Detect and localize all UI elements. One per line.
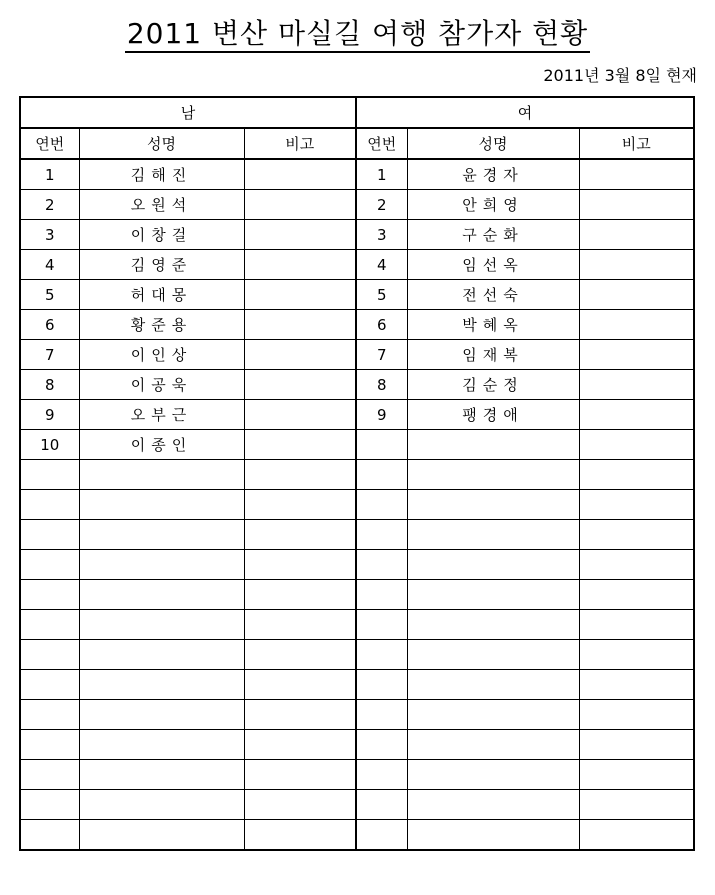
male-note-cell: [244, 430, 356, 460]
participant-table: [19, 96, 695, 851]
female-no-cell: [356, 820, 407, 851]
male-name-cell: 황준용: [79, 310, 244, 340]
female-no-cell: [356, 430, 407, 460]
female-name-cell: 구순화: [407, 220, 579, 250]
male-note-cell: [244, 550, 356, 580]
table-row: [20, 550, 694, 580]
male-name-cell: 이창걸: [79, 220, 244, 250]
female-note-header: 비고: [579, 128, 694, 159]
female-no-cell: 6: [356, 310, 407, 340]
table-row: [20, 700, 694, 730]
male-note-cell: [244, 820, 356, 851]
female-name-cell: 팽경애: [407, 400, 579, 430]
male-no-cell: [20, 640, 79, 670]
female-note-cell: [579, 820, 694, 851]
male-no-cell: 3: [20, 220, 79, 250]
female-note-cell: [579, 370, 694, 400]
male-group-header: 남: [20, 97, 356, 128]
female-no-cell: 3: [356, 220, 407, 250]
male-name-cell: 오부근: [79, 400, 244, 430]
male-note-cell: [244, 490, 356, 520]
male-name-cell: 김해진: [79, 159, 244, 190]
female-no-cell: 8: [356, 370, 407, 400]
female-no-cell: [356, 700, 407, 730]
male-no-cell: [20, 790, 79, 820]
male-name-cell: [79, 730, 244, 760]
male-no-cell: 6: [20, 310, 79, 340]
female-note-cell: [579, 580, 694, 610]
female-no-cell: [356, 670, 407, 700]
female-name-cell: [407, 490, 579, 520]
female-name-cell: 임선옥: [407, 250, 579, 280]
female-name-cell: [407, 790, 579, 820]
female-name-cell: [407, 760, 579, 790]
female-note-cell: [579, 610, 694, 640]
male-no-cell: [20, 580, 79, 610]
table-row: [20, 520, 694, 550]
female-note-cell: [579, 340, 694, 370]
male-note-cell: [244, 520, 356, 550]
male-note-cell: [244, 190, 356, 220]
male-name-cell: 허대몽: [79, 280, 244, 310]
female-name-cell: [407, 520, 579, 550]
female-group-header: 여: [356, 97, 694, 128]
female-no-cell: 4: [356, 250, 407, 280]
female-no-cell: 9: [356, 400, 407, 430]
table-row: [20, 190, 694, 220]
participant-rows: [20, 159, 694, 850]
female-note-cell: [579, 790, 694, 820]
female-note-cell: [579, 730, 694, 760]
female-name-cell: 전선숙: [407, 280, 579, 310]
table-row: [20, 220, 694, 250]
male-no-cell: 10: [20, 430, 79, 460]
male-name-cell: [79, 670, 244, 700]
male-note-cell: [244, 610, 356, 640]
male-name-cell: 이공욱: [79, 370, 244, 400]
male-no-cell: 9: [20, 400, 79, 430]
female-no-cell: [356, 460, 407, 490]
male-note-cell: [244, 280, 356, 310]
male-name-cell: [79, 490, 244, 520]
female-no-cell: [356, 580, 407, 610]
male-name-cell: [79, 760, 244, 790]
female-note-cell: [579, 400, 694, 430]
table-row: [20, 430, 694, 460]
female-no-cell: [356, 490, 407, 520]
table-row: [20, 730, 694, 760]
male-name-cell: [79, 550, 244, 580]
male-name-cell: [79, 520, 244, 550]
male-note-cell: [244, 640, 356, 670]
female-name-cell: [407, 430, 579, 460]
male-no-cell: [20, 670, 79, 700]
male-note-cell: [244, 790, 356, 820]
table-row: [20, 640, 694, 670]
male-note-cell: [244, 700, 356, 730]
female-name-header: 성명: [407, 128, 579, 159]
female-note-cell: [579, 250, 694, 280]
female-name-cell: 임재복: [407, 340, 579, 370]
female-no-cell: [356, 610, 407, 640]
male-no-cell: [20, 520, 79, 550]
female-note-cell: [579, 700, 694, 730]
male-name-cell: [79, 790, 244, 820]
male-name-header: 성명: [79, 128, 244, 159]
male-name-cell: [79, 610, 244, 640]
table-row: [20, 460, 694, 490]
female-note-cell: [579, 520, 694, 550]
female-name-cell: 윤경자: [407, 159, 579, 190]
male-name-cell: [79, 640, 244, 670]
female-note-cell: [579, 670, 694, 700]
table-row: [20, 760, 694, 790]
male-note-cell: [244, 730, 356, 760]
page-title: [0, 12, 715, 52]
female-note-cell: [579, 220, 694, 250]
male-no-cell: [20, 730, 79, 760]
male-name-cell: [79, 820, 244, 851]
female-note-cell: [579, 550, 694, 580]
female-no-cell: [356, 520, 407, 550]
female-note-cell: [579, 490, 694, 520]
male-name-cell: 김영준: [79, 250, 244, 280]
male-name-cell: [79, 460, 244, 490]
male-no-cell: 2: [20, 190, 79, 220]
male-no-cell: [20, 820, 79, 851]
male-note-cell: [244, 670, 356, 700]
female-no-cell: 1: [356, 159, 407, 190]
male-note-cell: [244, 580, 356, 610]
table-row: [20, 370, 694, 400]
table-row: [20, 310, 694, 340]
female-name-cell: 안희영: [407, 190, 579, 220]
male-note-cell: [244, 310, 356, 340]
page-title-text: 2011 변산 마실길 여행 참가자 현황: [125, 17, 590, 53]
female-name-cell: [407, 580, 579, 610]
female-name-cell: [407, 550, 579, 580]
male-no-cell: [20, 550, 79, 580]
female-name-cell: [407, 670, 579, 700]
male-no-cell: 5: [20, 280, 79, 310]
female-note-cell: [579, 190, 694, 220]
female-no-header: 연번: [356, 128, 407, 159]
male-note-cell: [244, 220, 356, 250]
as-of-date: 2011년 3월 8일 현재: [543, 66, 697, 85]
female-note-cell: [579, 280, 694, 310]
female-no-cell: [356, 550, 407, 580]
table-row: [20, 580, 694, 610]
male-no-cell: [20, 490, 79, 520]
table-row: [20, 250, 694, 280]
table-row: [20, 820, 694, 851]
male-no-cell: 1: [20, 159, 79, 190]
male-name-cell: [79, 700, 244, 730]
female-name-cell: [407, 460, 579, 490]
male-no-cell: 8: [20, 370, 79, 400]
male-no-header: 연번: [20, 128, 79, 159]
table-row: [20, 490, 694, 520]
male-name-cell: 이인상: [79, 340, 244, 370]
male-no-cell: 7: [20, 340, 79, 370]
female-no-cell: [356, 640, 407, 670]
female-no-cell: 2: [356, 190, 407, 220]
female-name-cell: [407, 820, 579, 851]
female-name-cell: 김순정: [407, 370, 579, 400]
female-no-cell: [356, 790, 407, 820]
table-row: [20, 340, 694, 370]
male-no-cell: [20, 610, 79, 640]
male-no-cell: [20, 700, 79, 730]
male-note-cell: [244, 250, 356, 280]
female-name-cell: [407, 610, 579, 640]
female-name-cell: [407, 730, 579, 760]
female-no-cell: [356, 760, 407, 790]
male-note-cell: [244, 159, 356, 190]
table-row: [20, 159, 694, 190]
female-note-cell: [579, 310, 694, 340]
female-name-cell: 박혜옥: [407, 310, 579, 340]
male-note-cell: [244, 370, 356, 400]
table-row: [20, 670, 694, 700]
male-no-cell: 4: [20, 250, 79, 280]
female-note-cell: [579, 430, 694, 460]
male-name-cell: 오원석: [79, 190, 244, 220]
male-note-cell: [244, 340, 356, 370]
female-no-cell: 5: [356, 280, 407, 310]
male-note-header: 비고: [244, 128, 356, 159]
male-no-cell: [20, 460, 79, 490]
table-row: [20, 280, 694, 310]
female-note-cell: [579, 159, 694, 190]
female-note-cell: [579, 460, 694, 490]
female-no-cell: 7: [356, 340, 407, 370]
table-row: [20, 400, 694, 430]
female-note-cell: [579, 760, 694, 790]
table-row: [20, 790, 694, 820]
male-name-cell: [79, 580, 244, 610]
female-no-cell: [356, 730, 407, 760]
female-note-cell: [579, 640, 694, 670]
male-no-cell: [20, 760, 79, 790]
female-name-cell: [407, 640, 579, 670]
male-note-cell: [244, 400, 356, 430]
male-note-cell: [244, 460, 356, 490]
table-row: [20, 610, 694, 640]
male-note-cell: [244, 760, 356, 790]
male-name-cell: 이종인: [79, 430, 244, 460]
female-name-cell: [407, 700, 579, 730]
